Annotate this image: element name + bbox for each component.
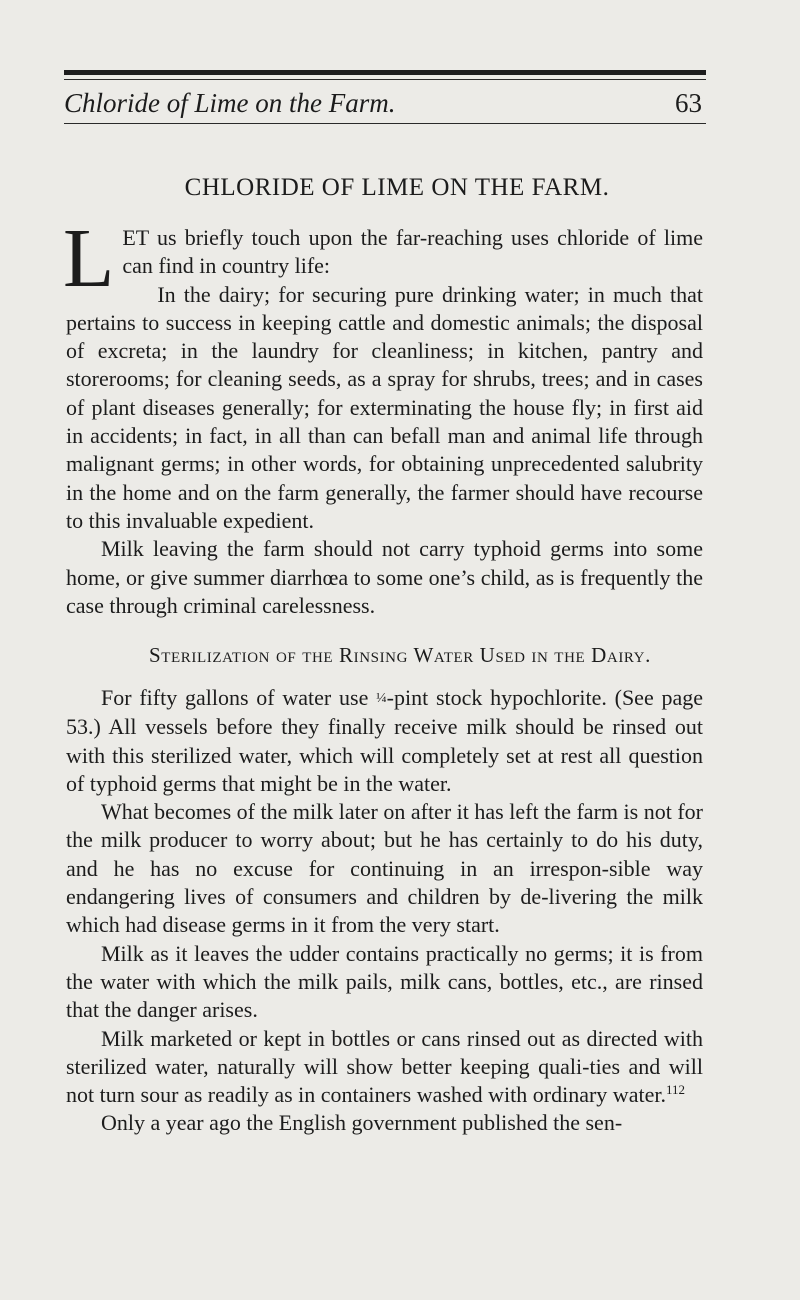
fraction-quarter: ¼ [376, 691, 387, 706]
drop-cap: L [63, 212, 115, 305]
sterilization-paragraph: What becomes of the milk later on after it has left the farm is not for the milk producer to worry about; but he has certainly to do his duty, and he has no excuse for continuing in an irrespon-sible way endangering lives of consumers and children by de-livering the milk which had disease germs in it from the very start. [66, 799, 703, 938]
running-title: Chloride of Lime on the Farm. [64, 88, 396, 118]
running-header [64, 86, 706, 122]
p4-text: Milk marketed or kept in bottles or cans rinsed out as directed with sterilized water, naturally will show better keeping quali-ties and will not turn sour as readily as in containers washed with ordinary water. [66, 1025, 703, 1108]
sterilization-paragraph: Only a year ago the English government published the sen- [101, 1110, 623, 1136]
intro-first-paragraph [63, 212, 703, 305]
intro-first-text: ET us briefly touch upon the far-reaching uses chloride of lime can find in country life: [122, 225, 703, 279]
header-underline [64, 123, 706, 124]
header-rule-thin [64, 79, 706, 80]
intro-paragraph: In the dairy; for securing pure drinking water; in much that pertains to success in keeping cattle and domestic animals; the disposal of excreta; in the laundry for cleanliness; in kitchen, pantry and storerooms; for cleaning seeds, as a spray for shrubs, trees; and in cases of plant diseases generally; for exterminating the house fly; in first aid in accidents; in fact, in all than can befall man and animal life through malignant germs; in other words, for obtaining unprecedented salubrity in the home and on the farm generally, the farmer should have recourse to this invaluable expedient. [66, 281, 703, 533]
intro-text-block [63, 212, 703, 620]
section-title: CHLORIDE OF LIME ON THE FARM. [184, 174, 610, 201]
intro-paragraph: Milk leaving the farm should not carry typhoid germs into some home, or give summer diarrhœa to some one’s child, as is frequently the case through criminal carelessness. [66, 536, 703, 618]
p1-after: -pint stock hypochlorite. (See page 53.) All vessels before they finally receive milk should be rinsed out with this sterilized water, which will completely set at rest all question of typhoid germs that might be in the water. [66, 685, 704, 796]
subsection-heading: Sterilization of the Rinsing Water Used in the Dairy. [149, 643, 651, 667]
sterilization-text-block [66, 684, 703, 1138]
p1-before: For fifty gallons of water use [101, 685, 377, 710]
header-rule-thick [64, 70, 706, 75]
sterilization-paragraph [66, 1025, 703, 1110]
sterilization-paragraph [66, 684, 703, 798]
sterilization-paragraph: Milk as it leaves the udder contains practically no germs; it is from the water with which the milk pails, milk cans, bottles, etc., are rinsed that the danger arises. [66, 940, 703, 1023]
footnote-marker: 112 [665, 1082, 685, 1098]
page-number: 63 [675, 88, 702, 118]
